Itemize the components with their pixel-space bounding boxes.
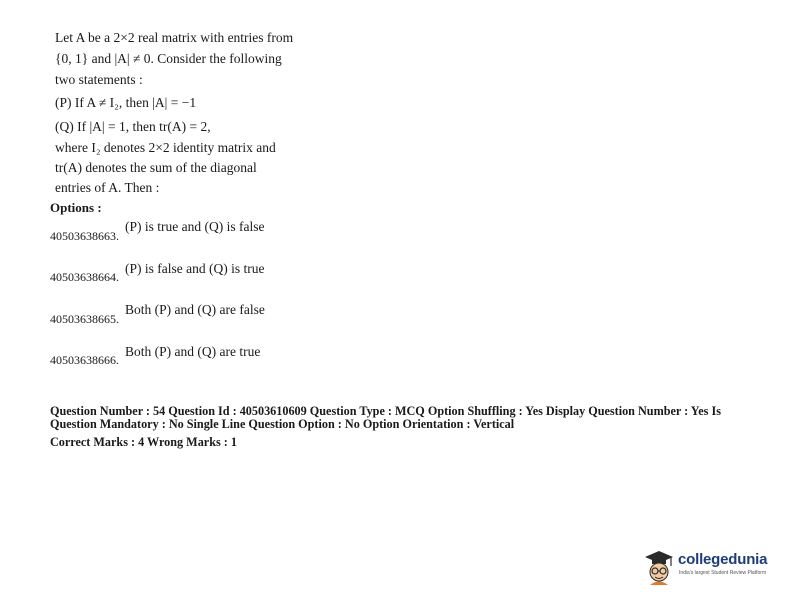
marks-info: Correct Marks : 4 Wrong Marks : 1	[50, 435, 237, 449]
question-line: entries of A. Then :	[55, 180, 160, 195]
question-line: {0, 1} and |A| ≠ 0. Consider the following	[55, 51, 282, 66]
question-line: where I₂ denotes 2×2 identity matrix and	[55, 140, 276, 155]
option-id: 40503638664.	[50, 270, 119, 284]
option-text: (P) is true and (Q) is false	[125, 219, 265, 234]
options-label: Options :	[50, 200, 102, 215]
graduate-icon	[642, 548, 676, 588]
question-line: tr(A) denotes the sum of the diagonal	[55, 160, 257, 175]
option-text: (P) is false and (Q) is true	[125, 261, 265, 276]
option-text: Both (P) and (Q) are true	[125, 344, 261, 359]
option-id: 40503638666.	[50, 353, 119, 367]
question-metadata-line: Question Number : 54 Question Id : 40503610609 Question Type : MCQ Option Shuffling : Yes Display Question Number : Yes Is	[50, 404, 721, 418]
statement-q: (Q) If |A| = 1, then tr(A) = 2,	[55, 119, 211, 134]
logo-wordmark: collegedunia	[678, 551, 768, 568]
collegedunia-logo	[642, 548, 782, 588]
question-line: Let A be a 2×2 real matrix with entries from	[55, 30, 294, 45]
option-id: 40503638663.	[50, 229, 119, 243]
option-text: Both (P) and (Q) are false	[125, 302, 265, 317]
question-metadata-line: Question Mandatory : No Single Line Question Option : No Option Orientation : Vertical	[50, 417, 515, 431]
option-id: 40503638665.	[50, 312, 119, 326]
question-line: two statements :	[55, 72, 143, 87]
logo-tagline: India's largest Student Review Platform	[679, 570, 767, 576]
statement-p: (P) If A ≠ I₂, then |A| = −1	[55, 95, 197, 110]
